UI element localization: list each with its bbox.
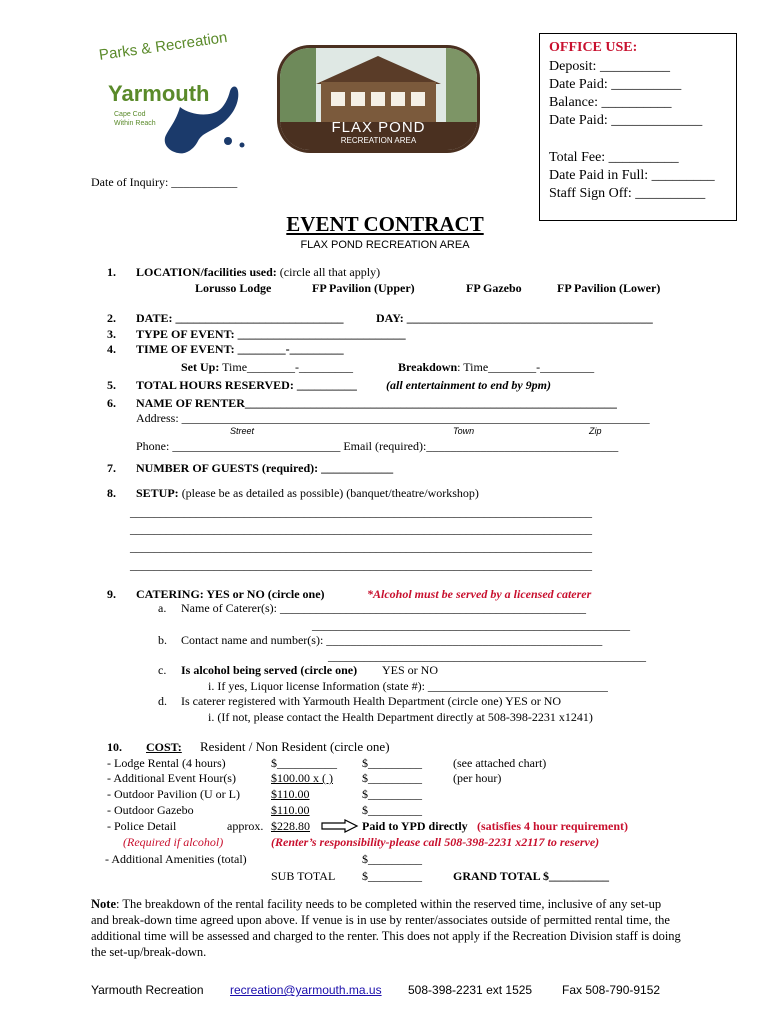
alcohol-caterer-note: *Alcohol must be served by a licensed caterer [367,587,592,601]
cost-item-hours-note: (per hour) [453,771,502,785]
logo-tagline-1: Cape Cod [114,111,146,118]
renter-name-field[interactable] [136,396,617,411]
catering-c-letter: c. [158,663,167,677]
footer-phone: 508-398-2231 ext 1525 [408,983,533,997]
setup-section-label: SETUP: [136,486,179,500]
office-balance: Balance: __________ [549,95,672,110]
amenities-label: - Additional Amenities (total) [105,852,247,866]
setup-hint: (please be as detailed as possible) (banquet/theatre/workshop) [178,486,479,500]
renter-name-label: NAME OF RENTER [136,396,245,410]
date-of-inquiry-field[interactable]: Date of Inquiry: ___________ [91,175,238,189]
liquor-license-field[interactable]: i. If yes, Liquor license Information (state #): ______________________________ [208,679,608,693]
location-option-pavilion-upper[interactable]: FP Pavilion (Upper) [312,281,415,295]
caterer-name-line-2[interactable]: _____________________________________________________ [312,618,630,632]
resident-option[interactable]: Resident / Non Resident (circle one) [200,739,390,754]
police-detail-label: - Police Detail [107,819,177,833]
arrow-right-icon [321,819,359,833]
cost-item-pavilion-fee: $110.00 [271,787,310,801]
flax-pond-logo [276,44,481,154]
breakdown-value: : Time________-_________ [457,360,595,374]
police-paid-directly: Paid to YPD directly [362,819,468,833]
setup-value: Time________-_________ [219,360,354,374]
footer-email-link[interactable]: recreation@yarmouth.ma.us [230,983,382,997]
cost-label: COST: [146,740,182,754]
subtotal-amount[interactable]: $_________ [362,869,422,883]
section-3-number: 3. [107,327,116,341]
note-label: Note [91,897,116,911]
subtotal-label: SUB TOTAL [271,869,336,883]
section-7-number: 7. [107,461,116,475]
address-street-caption: Street [230,426,255,436]
office-use-title: OFFICE USE: [549,40,638,55]
office-date-paid-full: Date Paid in Full: _________ [549,168,715,183]
setup-heading [136,486,479,501]
page-title: EVENT CONTRACT [286,212,484,236]
office-date-paid: Date Paid: __________ [549,77,682,92]
office-date-paid-2: Date Paid: _____________ [549,113,703,128]
section-2-number: 2. [107,311,116,325]
section-1-heading [136,265,380,280]
amenities-amount[interactable]: $_________ [362,852,422,866]
parks-recreation-logo [90,29,250,160]
setup-time-field[interactable] [181,360,353,375]
total-hours-field[interactable]: TOTAL HOURS RESERVED: __________ [136,378,357,392]
office-use-box [539,33,737,221]
guest-count-label: NUMBER OF GUESTS (required) [136,461,315,475]
caterer-contact-line-2[interactable]: _____________________________________________________ [328,649,646,663]
guest-count-line: : ____________ [314,461,394,475]
catering-label[interactable]: CATERING: YES or NO (circle one) [136,587,325,601]
page-subtitle: FLAX POND RECREATION AREA [300,239,470,251]
location-option-gazebo[interactable]: FP Gazebo [466,281,522,295]
address-zip-caption: Zip [589,426,602,436]
entertainment-note: (all entertainment to end by 9pm) [386,378,551,392]
caterer-name-field[interactable]: Name of Caterer(s): ___________________________________________________ [181,601,586,615]
cost-item-lodge-fee[interactable]: $__________ [271,756,337,770]
setup-line-1[interactable]: _____________________________________________________________________________ [130,505,592,519]
breakdown-label: Breakdown [398,360,458,374]
section-10-number: 10. [107,740,122,754]
section-6-number: 6. [107,396,116,410]
office-total-fee: Total Fee: __________ [549,150,679,165]
cost-item-pavilion-label: - Outdoor Pavilion (U or L) [107,787,240,801]
phone-email-field[interactable]: Phone: ____________________________ Email (required):________________________________ [136,439,619,453]
section-9-number: 9. [107,587,116,601]
section-1-number: 1. [107,265,116,279]
cost-item-lodge-label: - Lodge Rental (4 hours) [107,756,226,770]
cost-item-hours-amount[interactable]: $_________ [362,771,422,785]
alcohol-served-label: Is alcohol being served (circle one) [181,663,358,677]
cost-item-gazebo-label: - Outdoor Gazebo [107,803,194,817]
location-label: LOCATION/facilities used: [136,265,277,279]
health-department-note: i. (If not, please contact the Health Department directly at 508-398-2231 x1241) [208,710,593,724]
breakdown-time-field[interactable] [398,360,594,375]
cost-item-hours-fee[interactable]: $100.00 x ( ) [271,771,333,785]
logo-tagline-2: Within Reach [114,120,156,127]
police-responsibility-note: (Renter’s responsibility-please call 508-398-2231 x2117 to reserve) [271,835,600,849]
logo-parks-recreation-text: Parks & Recreation [98,29,229,64]
event-date-field[interactable]: DATE: ____________________________ [136,311,344,325]
note-text: : The breakdown of the rental facility needs to be completed within the reserved time, inclusive of any set-up and break-down time agreed upon above. If venue is in use by renter/associates outside of permitted rental time, the additional time will be assessed and charged to the renter. This does not apply if the Recreation Division staff is doing the set-up/break-down. [91,897,681,959]
cost-item-gazebo-fee: $110.00 [271,803,310,817]
grand-total-field[interactable]: GRAND TOTAL $__________ [453,869,610,883]
catering-d-letter: d. [158,694,167,708]
footer-fax: Fax 508-790-9152 [562,983,661,997]
cost-item-lodge-amount[interactable]: $_________ [362,756,422,770]
renter-name-line: ______________________________________________________________ [244,396,617,410]
cost-item-gazebo-amount[interactable]: $_________ [362,803,422,817]
setup-line-4[interactable]: _____________________________________________________________________________ [130,558,592,572]
cost-item-hours-label: - Additional Event Hour(s) [107,771,236,785]
address-town-caption: Town [453,426,475,436]
event-time-field[interactable]: TIME OF EVENT: ________-_________ [136,342,344,356]
police-requirement: (satisfies 4 hour requirement) [477,819,628,833]
police-fee: $228.80 [271,819,310,833]
logo-flax-pond-text: FLAX POND [331,119,426,136]
catering-b-letter: b. [158,633,167,647]
event-type-field[interactable]: TYPE OF EVENT: ____________________________ [136,327,406,341]
alcohol-served-options[interactable]: YES or NO [382,663,438,677]
logo-recreation-area-text: RECREATION AREA [340,136,417,145]
logo-yarmouth-text: Yarmouth [108,81,210,106]
office-staff-sign-off: Staff Sign Off: __________ [549,186,706,201]
catering-a-letter: a. [158,601,167,615]
setup-label: Set Up: [181,360,220,374]
caterer-contact-field[interactable]: Contact name and number(s): ______________________________________________ [181,633,603,647]
footer-org: Yarmouth Recreation [91,983,204,997]
address-field[interactable]: Address: ______________________________________________________________________________ [136,411,650,425]
breakdown-note [91,896,681,960]
cost-item-pavilion-amount[interactable]: $_________ [362,787,422,801]
setup-line-2[interactable]: _____________________________________________________________________________ [130,522,592,536]
guest-count-field[interactable] [136,461,393,476]
section-5-number: 5. [107,378,116,392]
setup-line-3[interactable]: _____________________________________________________________________________ [130,540,592,554]
location-hint: (circle all that apply) [276,265,381,279]
event-day-field[interactable]: DAY: _________________________________________ [376,311,653,325]
health-registration-field[interactable]: Is caterer registered with Yarmouth Health Department (circle one) YES or NO [181,694,562,708]
section-4-number: 4. [107,342,116,356]
office-deposit: Deposit: __________ [549,59,670,74]
location-option-pavilion-lower[interactable]: FP Pavilion (Lower) [557,281,661,295]
police-if-alcohol-note: (Required if alcohol) [123,835,224,849]
location-option-lorusso[interactable]: Lorusso Lodge [195,281,272,295]
cost-item-lodge-note: (see attached chart) [453,756,547,770]
police-approx-label: approx. [227,819,264,833]
section-8-number: 8. [107,486,116,500]
